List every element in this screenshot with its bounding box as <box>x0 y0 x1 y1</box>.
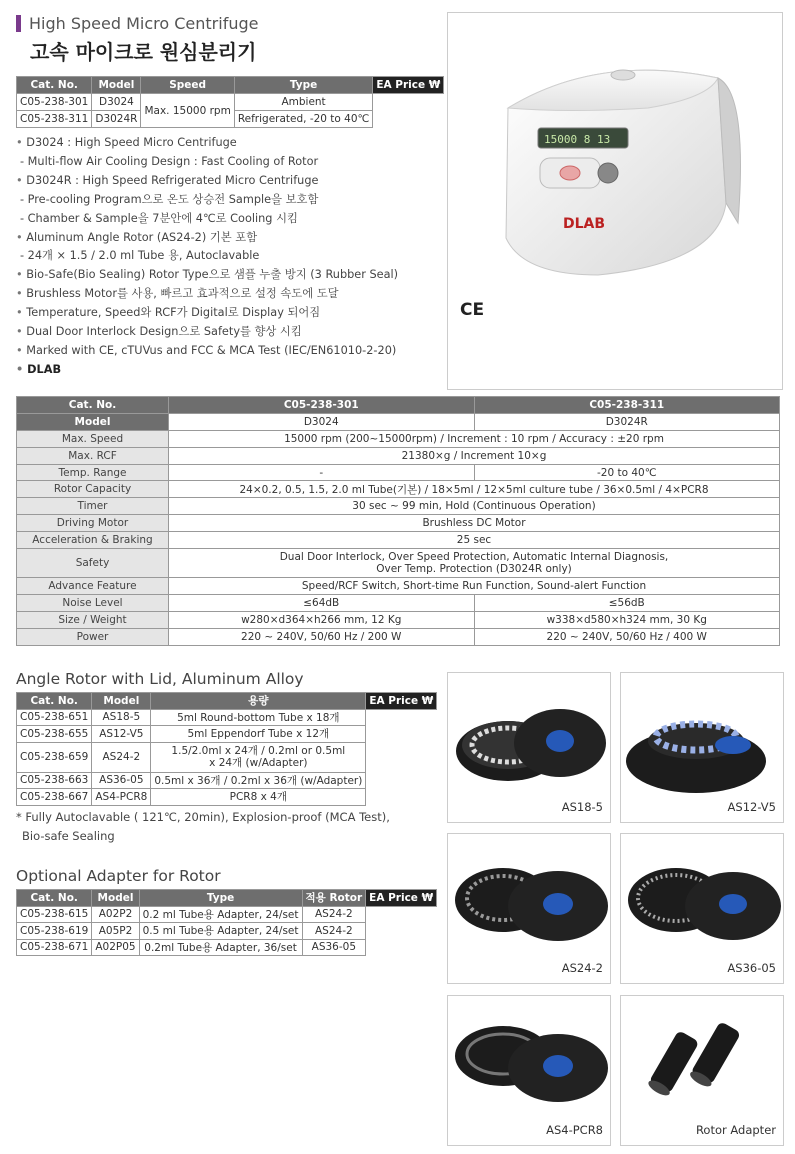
spec-label: Advance Feature <box>17 578 169 595</box>
title-en-text: High Speed Micro Centrifuge <box>29 14 259 33</box>
title-accent-bar <box>16 15 21 32</box>
feature-item: • Aluminum Angle Rotor (AS24-2) 기본 포함 <box>16 229 398 248</box>
spec-value: 220 ~ 240V, 50/60 Hz / 400 W <box>474 628 780 645</box>
spec-label: Driving Motor <box>17 515 169 532</box>
spec-label: Max. RCF <box>17 447 169 464</box>
spec-value: - <box>169 464 475 481</box>
feature-subitem: - 24개 × 1.5 / 2.0 ml Tube 용, Autoclavable <box>20 249 260 263</box>
rotor-image-as24-2: AS24-2 <box>447 833 611 984</box>
spec-value: 15000 rpm (200~15000rpm) / Increment : 10 rpm / Accuracy : ±20 rpm <box>169 430 780 447</box>
rotor-image-as18-5: AS18-5 <box>447 672 611 823</box>
feature-item: • Dual Door Interlock Design으로 Safety를 향상 시킴 <box>16 323 398 342</box>
order-table <box>16 76 444 128</box>
spec-table <box>16 396 780 646</box>
spec-value: 24×0.2, 0.5, 1.5, 2.0 ml Tube(기본) / 18×5ml / 12×5ml culture tube / 36×0.5ml / 4×PCR8 <box>169 481 780 498</box>
brand-item: • DLAB <box>16 361 398 380</box>
feature-item: • Temperature, Speed와 RCF가 Digital로 Display 되어짐 <box>16 304 398 323</box>
col-price: EA Price ₩ <box>373 77 444 94</box>
spec-label: Rotor Capacity <box>17 481 169 498</box>
spec-label: Temp. Range <box>17 464 169 481</box>
feature-item: • Marked with CE, cTUVus and FCC & MCA Test (IEC/EN61010-2-20) <box>16 342 398 361</box>
col-model: Model <box>92 77 141 94</box>
feature-subitem: - Chamber & Sample을 7분안에 4℃로 Cooling 시킴 <box>20 211 298 225</box>
col-type: Type <box>234 77 373 94</box>
table-row: C05-238-667 AS4-PCR8 PCR8 x 4개 <box>17 789 437 806</box>
adapter-section-title: Optional Adapter for Rotor <box>16 867 221 885</box>
centrifuge-illustration <box>448 13 783 390</box>
feature-subitem: - Multi-flow Air Cooling Design : Fast Cooling of Rotor <box>20 154 319 168</box>
spec-label: Max. Speed <box>17 430 169 447</box>
feature-item: • D3024R : High Speed Refrigerated Micro Centrifuge <box>16 172 398 191</box>
spec-label: Model <box>17 413 169 430</box>
spec-value: D3024 <box>169 413 475 430</box>
spec-value: Speed/RCF Switch, Short-time Run Function, Sound-alert Function <box>169 578 780 595</box>
control-knob <box>598 163 618 183</box>
model: D3024R <box>92 111 141 128</box>
spec-label: Noise Level <box>17 594 169 611</box>
spec-value: 25 sec <box>169 532 780 549</box>
col-speed: Speed <box>141 77 234 94</box>
title-en <box>16 14 258 33</box>
spec-cat-2: C05-238-311 <box>474 397 780 414</box>
table-row: C05-238-663 AS36-05 0.5ml x 36개 / 0.2ml x 36개 (w/Adapter) <box>17 772 437 789</box>
feature-item: • Bio-Safe(Bio Sealing) Rotor Type으로 샘플 누출 방지 (3 Rubber Seal) <box>16 266 398 285</box>
spec-label: Safety <box>17 549 169 578</box>
speed: Max. 15000 rpm <box>141 94 234 128</box>
table-row: C05-238-655 AS12-V5 5ml Eppendorf Tube x 12개 <box>17 726 437 743</box>
cat-no: C05-238-301 <box>17 94 92 111</box>
rotor-table: Cat. No. Model 용량 EA Price ₩ C05-238-651 AS18-5 5ml Round-bottom Tube x 18개 C05-238-655 AS12-V5 5ml Eppendorf Tube x 12개 C05-238-659 AS24-2 1.5/2.0ml x 24개 / 0.2ml or 0.5ml x 24개 (w/Adapter) C05-238-663 AS36-05 0.5ml x 36개 / 0.2ml x 36개 (w/Adapter) C05-238-667 AS4-PCR8 PCR8 x 4개 <box>16 692 437 806</box>
table-row: C05-238-651 AS18-5 5ml Round-bottom Tube x 18개 <box>17 709 437 726</box>
product-image <box>447 12 783 390</box>
table-row: C05-238-615 A02P2 0.2 ml Tube용 Adapter, 24/set AS24-2 <box>17 906 437 923</box>
spec-label: Timer <box>17 498 169 515</box>
feature-item: • D3024 : High Speed Micro Centrifuge <box>16 134 398 153</box>
spec-value: 30 sec ~ 99 min, Hold (Continuous Operation) <box>169 498 780 515</box>
model: D3024 <box>92 94 141 111</box>
spec-value: 21380×g / Increment 10×g <box>169 447 780 464</box>
adapter-table: Cat. No. Model Type 적용 Rotor EA Price ₩ C05-238-615 A02P2 0.2 ml Tube용 Adapter, 24/set AS24-2 C05-238-619 A05P2 0.5 ml Tube용 Adapter, 24/set AS24-2 C05-238-671 A02P05 0.2ml Tube용 Adapter, 36/set AS36-05 <box>16 889 437 956</box>
title-ko: 고속 마이크로 원심분리기 <box>30 40 257 64</box>
feature-subitem: - Pre-cooling Program으로 온도 상승전 Sample을 보호함 <box>20 192 319 206</box>
spec-value: ≤56dB <box>474 594 780 611</box>
feature-item: • Brushless Motor를 사용, 빠르고 효과적으로 설정 속도에 도달 <box>16 285 398 304</box>
spec-label: Size / Weight <box>17 611 169 628</box>
spec-cat-1: C05-238-301 <box>169 397 475 414</box>
spec-value: ≤64dB <box>169 594 475 611</box>
spec-value: Brushless DC Motor <box>169 515 780 532</box>
cat-no: C05-238-311 <box>17 111 92 128</box>
spec-label: Cat. No. <box>17 397 169 414</box>
table-row <box>17 94 444 111</box>
spec-label: Power <box>17 628 169 645</box>
ce-mark: CE <box>460 300 485 320</box>
rotor-section-title: Angle Rotor with Lid, Aluminum Alloy <box>16 670 304 688</box>
spec-value: D3024R <box>474 413 780 430</box>
type: Refrigerated, -20 to 40℃ <box>234 111 373 128</box>
spec-value: 220 ~ 240V, 50/60 Hz / 200 W <box>169 628 475 645</box>
price <box>373 94 444 128</box>
table-row: C05-238-671 A02P05 0.2ml Tube용 Adapter, 36/set AS36-05 <box>17 939 437 956</box>
col-cat: Cat. No. <box>17 77 92 94</box>
svg-text:15000 8 13: 15000 8 13 <box>544 133 611 146</box>
rotor-image-as36-05: AS36-05 <box>620 833 784 984</box>
rotor-image-as4-pcr8: AS4-PCR8 <box>447 995 611 1146</box>
table-row: C05-238-619 A05P2 0.5 ml Tube용 Adapter, 24/set AS24-2 <box>17 923 437 940</box>
spec-value: -20 to 40℃ <box>474 464 780 481</box>
feature-list <box>16 134 398 380</box>
spec-value: w280×d364×h266 mm, 12 Kg <box>169 611 475 628</box>
table-row: C05-238-659 AS24-2 1.5/2.0ml x 24개 / 0.2ml or 0.5ml x 24개 (w/Adapter) <box>17 742 437 772</box>
svg-text:DLAB: DLAB <box>563 216 606 232</box>
type: Ambient <box>234 94 373 111</box>
spec-label: Acceleration & Braking <box>17 532 169 549</box>
spec-value: w338×d580×h324 mm, 30 Kg <box>474 611 780 628</box>
rotor-image-as12-v5: AS12-V5 <box>620 672 784 823</box>
spec-value: Dual Door Interlock, Over Speed Protection, Automatic Internal Diagnosis, Over Temp. Protection (D3024R only) <box>169 549 780 578</box>
rotor-note: * Fully Autoclavable ( 121℃, 20min), Explosion-proof (MCA Test), Bio-safe Sealing <box>16 810 390 843</box>
rotor-adapter-image: Rotor Adapter <box>620 995 784 1146</box>
